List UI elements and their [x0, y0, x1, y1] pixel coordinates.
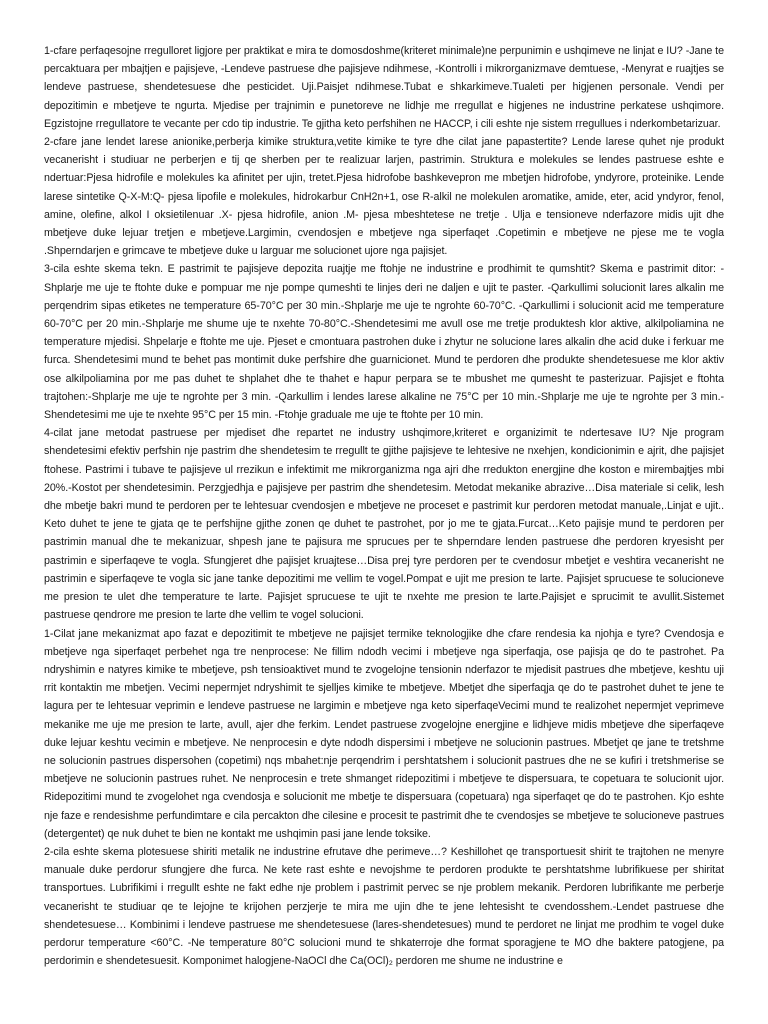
paragraph-question-1-hygiene-regulations: 1-cfare perfaqesojne rregulloret ligjore per praktikat e mira te domosdoshme(kriteret minimale)ne perpunimin e ushqimeve ne linjat e IU? -Jane te percaktuara per mbajtjen e pajisjeve, -Lendeve pastruese dhe pajisjeve ndihmese, -Kontrolli i mikrorganizmave demtuese, -Menyrat e ruajtjes se lendeve pastruese, shendetesuese dhe pesticidet. Uji.Paisjet ndihmese.Tubat e shkarkimeve.Tualeti per higjenen personale. Vendi per depozitimin e mbetjeve te ngurta. Mjedise per trajnimin e punetoreve ne lidhje me rregullat e higjenes ne industrine perkatese ushqimore. Egzistojne rregullatore te vecante per cdo tip industrie. Te gjitha keto perfshihen ne HACCP, i cili eshte nje sistem rregullues i nderkombetarizuar. — [44, 45, 724, 130]
paragraph-question-4-cleaning-methods: 4-cilat jane metodat pastruese per mjediset dhe repartet ne industry ushqimore,kriteret e organizimit te ndertesave IU? Nje program shendetesimi efektiv perfshin nje pastrim dhe shendetesim te rregullt te gjithe pajisjeve te lehtesive ne nxehjen, kondicionimin e ajrit, dhe pajisjet ftohese. Pastrimi i tubave te pajisjeve ul rrezikun e infektimit me mikrorganizma nga ajri dhe rredukton energjine dhe koston e mirembajtjes mbi 20%.-Kostot per shendetesimin. Perzgjedhja e pajisjeve per pastrim dhe shendetesim. Metodat mekanike abrazive…Disa materiale si celik, lesh dhe mbetje bakri mund te perdoren per te lehtesuar cvendosjen e mbetjeve ne proceset e pastrimit kur perdoren metodat manuale,.Linjat e ujit.. Keto duhet te jene te gjata qe te perfshijne gjithe zonen qe duhet te pastrohet, por jo me te gjata.Furcat…Keto pajisje mund te perdoren per pastrimin manual dhe te mekanizuar, shpesh jane te pajisura me sprucues per te shperndare lenden pastruese dhe perdoren kryesisht per pastrimin e siperfaqeve te vogla. Sfungjeret dhe pajisjet kruajtese…Disa prej tyre perdoren per te cvendosur mbetjet e veshtira vecanerisht ne pastrimin e siperfaqeve te vogla sic jane tanke depozitimi me vellim te vogel.Pompat e ujit me presion te larte. Pajisjet sprucuese te solucioneve me presion te ulet dhe temperature te larte. Pajisjet sprucuese te ujit te nxehte me presion te larte.Pajisjet e sprucimit te avullit.Sistemet pastruese qendrore me presion te larte dhe vellim te vogel solucioni. — [44, 427, 724, 622]
paragraph-question-2-metal-belt-scheme: 2-cila eshte skema plotesuese shiriti metalik ne industrine efrutave dhe perimeve…? Keshillohet qe transportuesit shirit te trajtohen ne menyre manuale duke perdorur sfungjere dhe furca. Ne kete rast eshte e nevojshme te perdoren produkte te pershtatshme lubrifikuese per shiritat transportues. Lubrifikimi i rregullt eshte ne fakt edhe nje problem i pastrimit pervec se nje problem mekanik. Perdoren lubrifikante me perberje vecanerisht te studiuar qe te lejojne te krijohen perzjerje te mira me ujin dhe te jene lehtesisht te cvendosshem.-Lendet pastruese dhe shendetesuese… Kombinimi i lendeve pastruese me shendetesuese (lares-shendetesues) mund te perdoret ne linjat me prodhim te vogel duke perdorur temperature <60°C. -Ne temperature 80°C solucioni mund te shkaterroje dhe format sporagjene te MO dhe baktere patogjene, pa perdorimin e shendetesuesit. Komponimet halogjene-NaOCl dhe Ca(OCl)₂ perdoren me shume ne industrine e — [44, 845, 724, 968]
paragraph-question-1-deposit-mechanisms: 1-Cilat jane mekanizmat apo fazat e depozitimit te mbetjeve ne pajisjet termike teknologjike dhe cfare rendesia ka njohja e tyre? Cvendosja e mbetjeve nga siperfaqet perbehet nga tre nenprocese: Ne fillim ndodh vecimi i mbetjeve nga siperfaqja, ose pajisja qe do te pastrohet. Pa ndryshimin e natyres kimike te mbetjeve, psh tensioaktivet mund te zvogelojne tensionin nderfazor te mjedisit pastrues dhe mbetjeve, keshtu uji rrit kontaktin me mbetjen. Vecimi nepermjet ndryshimit te sjelljes kimike te mbetjeve. Mbetjet dhe siperfaqja qe do te pastrohet duhet te jene te lagura per te lehtesuar veprimin e lendeve pastruese ne largimin e mbetjeve nga keto siperfaqeVecimi mund te realizohet nepermjet veprimeve mekanike me uje me presion te larte, avull, ajer dhe ferkim. Lendet pastruese zvogelojne energjine e lidhjeve midis mbetjeve dhe siperfaqeve duke lejuar keshtu vecimin e mbetjeve. Ne nenprocesin e dyte ndodh dispersimi i mbetjeve ne solucionin pastrues. Mbetjet qe jane te tretshme ne solucionin pastrues dispersohen (copetimi) nqs mbahet:nje perqendrim i pershtatshem i solucionit pastrues dhe ne se kufiri i tretshmerise se mbetjeve ne solucionin pastrues ruhet. Ne nenprocesin e trete shmanget ridepozitimi i mbetjeve te dispersuara, te copetuara te solucionit ujor. Ridepozitimi mund te zvogelohet nga cvendosja e solucionit me mbetje te dispersuara (copetuara) nga siperfaqet qe do te pastrohen. Kjo eshte nje faze e rendesishme perfundimtare e cila percakton dhe cilesine e procesit te pastrimit dhe te cvendosjes se mbetjeve te solucioneve pastrues (detergentet) qe nuk duhet te bien ne kontakt me ushqimin pasi jane lende toksike. — [44, 627, 724, 840]
paragraph-question-3-milk-storage-cleaning: 3-cila eshte skema tekn. E pastrimit te pajisjeve depozita ruajtje me ftohje ne industrine e prodhimit te qumshtit? Skema e pastrimit ditor: -Shplarje me uje te ftohte duke e pompuar me nje pompe qumeshti te linjes deri ne daljen e ujit te paster. -Qarkullimi solucionit lares alkalin me perqendrim sipas etiketes ne temperature 65-70°C per 30 min.-Shplarje me uje te ngrohte 60-70°C. -Qarkullimi i solucionit acid me temperature 60-70°C per 20 min.-Shplarje me shume uje te nxehte 70-80°C.-Shendetesimi me avull ose me tretje produktesh klor aktive, alkilpoliamina ne temperature mjedisi. Shpelarje e ftohte me uje. Pjeset e cmontuara pastrohen duke i zhytur ne solucione lares alkalin dhe acid duke i ferkuar me furca. Shendetesimi mund te behet pas montimit duke perfshire dhe guarnicionet. Mund te perdoren dhe produkte shendetesuese me klor aktiv ose alkilpoliamina por me pas duhet te shplahet dhe te thahet e hapur perpara se te mbushet me qumesht te pasterizuar. Pajisjet e ftohta trajtohen:-Shplarje me uje te ngrohte per 3 min. -Qarkullim i lendes larese alkaline ne 75°C per 10 min.-Shplarje me uje te ngrohte per 3 min.-Shendetesimi me uje te nxehte 95°C per 15 min. -Ftohje graduale me uje te ftohte per 10 min. — [44, 263, 724, 422]
paragraph-question-2-anionic-detergents: 2-cfare jane lendet larese anionike,perberja kimike struktura,vetite kimike te tyre dhe cilat jane papastertite? Lende larese quhet nje produkt vecanerisht i studiuar ne perberjen e tij qe sherben per te realizuar larjen, pastrimin. Struktura e molekules se lendes pastruese eshte e ndertuar:Pjesa hidrofile e molekules ka afinitet per ujin, tretet.Pjesa hidrofobe bashkevepron me mbetjen hidrofobe, yndyrore, proteinike. Lende larese sintetike Q-X-M:Q- pjesa lipofile e molekules, hidrokarbur CnH2n+1, ose R-alkil ne molekulen aromatike, amide, eter, acid yndyror, fenol, amine, olefine, alkol I oksietilenuar .X- pjesa hidrofile, anion .M- pjesa mbeshtetese ne tretje . Ulja e tensioneve nderfazore midis ujit dhe mbetjeve duke lejuar tretjen e mbetjeve.Largimin, cvendosjen e mbetjeve nga siperfaqet .Copetimin e mbetjeve ne pjese me te vogla .Shperndarjen e grimcave te mbetjeve duke u larguar me solucionet ujore nga pajisjet. — [44, 136, 724, 258]
document-page — [44, 42, 724, 970]
